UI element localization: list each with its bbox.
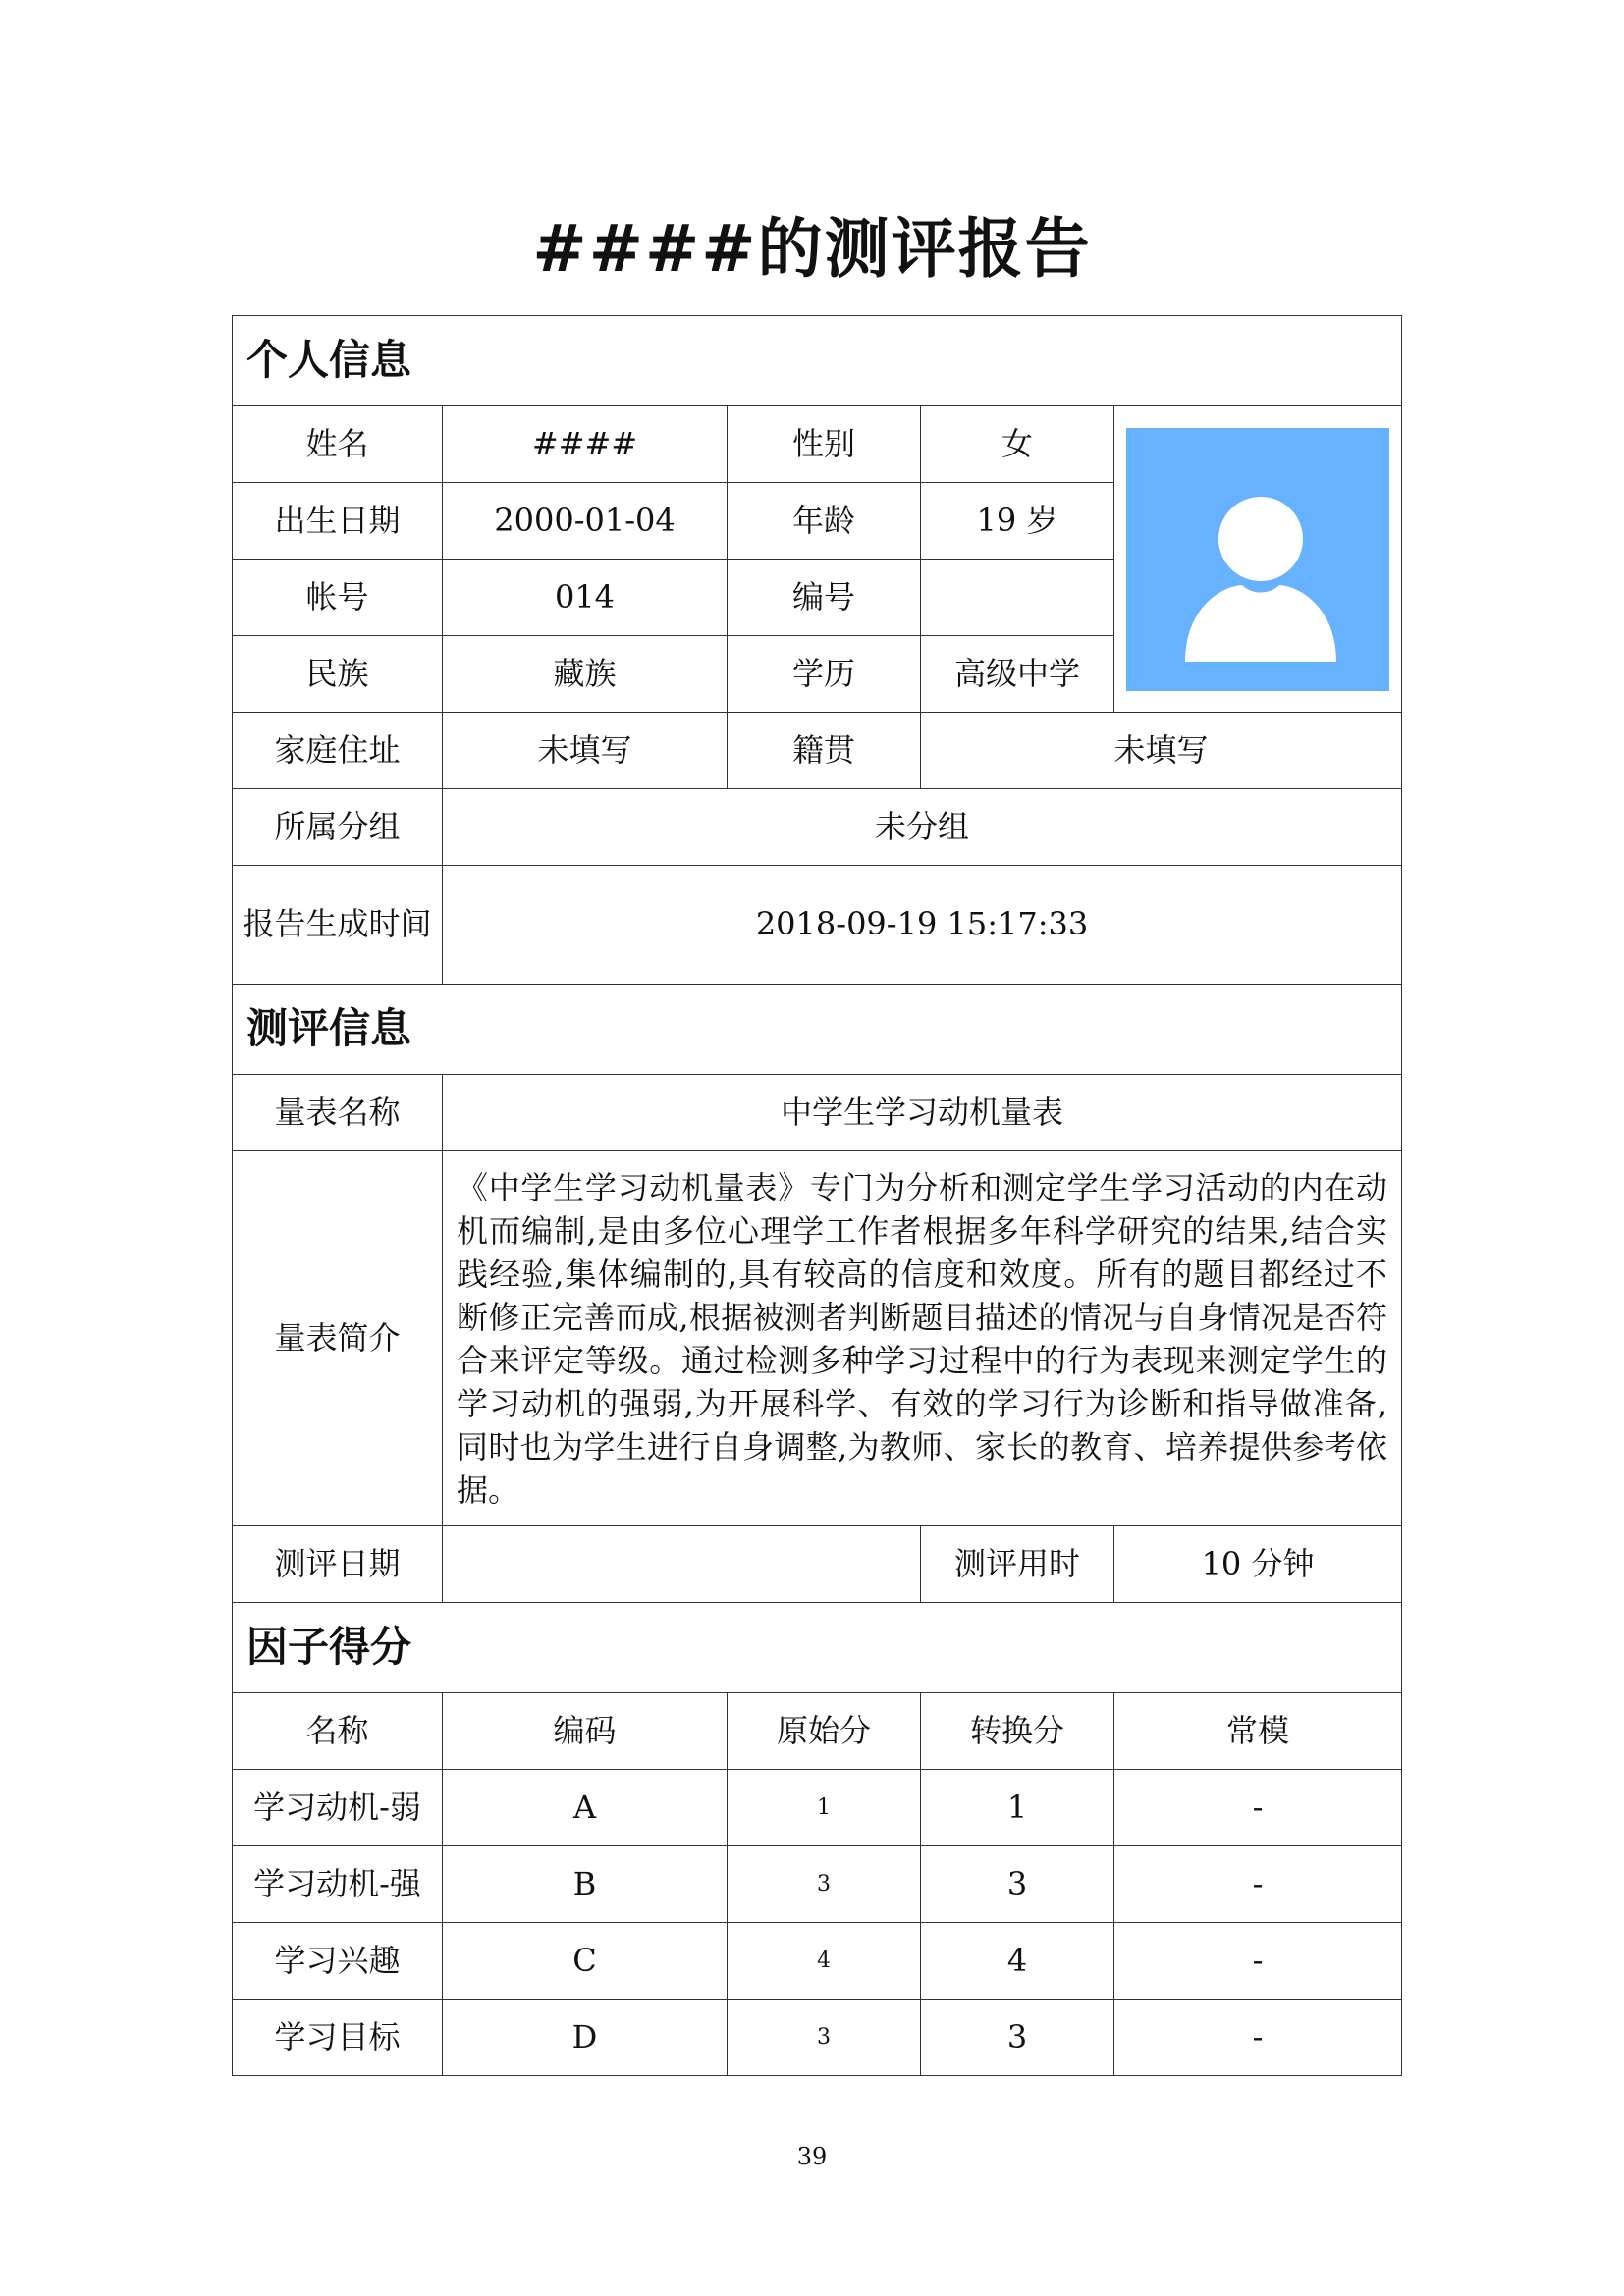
number-label: 编号	[728, 560, 921, 636]
header-name: 名称	[233, 1693, 443, 1770]
account-value: 014	[443, 560, 728, 636]
table-row	[233, 2000, 1402, 2076]
section-assessment-info: 测评信息	[233, 985, 1402, 1075]
education-value: 高级中学	[921, 636, 1114, 713]
report-title: ####的测评报告	[532, 210, 1092, 287]
factor-converted-score: 4	[921, 1923, 1114, 2000]
group-label: 所属分组	[233, 789, 443, 866]
assessment-date-value	[443, 1526, 921, 1603]
factor-name: 学习目标	[233, 2000, 443, 2076]
native-place-value: 未填写	[921, 713, 1402, 789]
factor-norm: -	[1114, 1846, 1402, 1923]
name-value: ####	[443, 406, 728, 483]
ethnicity-label: 民族	[233, 636, 443, 713]
section-factor-scores: 因子得分	[233, 1603, 1402, 1693]
account-label: 帐号	[233, 560, 443, 636]
scale-intro-label: 量表简介	[233, 1151, 443, 1526]
factor-code: C	[443, 1923, 728, 2000]
factor-raw-score: 3	[728, 2000, 921, 2076]
gender-label: 性别	[728, 406, 921, 483]
factor-norm: -	[1114, 2000, 1402, 2076]
number-value	[921, 560, 1114, 636]
factor-code: A	[443, 1770, 728, 1846]
birth-label: 出生日期	[233, 483, 443, 560]
age-label: 年龄	[728, 483, 921, 560]
header-code: 编码	[443, 1693, 728, 1770]
factor-raw-score: 4	[728, 1923, 921, 2000]
assessment-date-label: 测评日期	[233, 1526, 443, 1603]
address-label: 家庭住址	[233, 713, 443, 789]
native-place-label: 籍贯	[728, 713, 921, 789]
scale-name-value: 中学生学习动机量表	[443, 1075, 1402, 1151]
factor-code: D	[443, 2000, 728, 2076]
factor-converted-score: 3	[921, 2000, 1114, 2076]
ethnicity-value: 藏族	[443, 636, 728, 713]
birth-value: 2000-01-04	[443, 483, 728, 560]
gender-value: 女	[921, 406, 1114, 483]
header-converted-score: 转换分	[921, 1693, 1114, 1770]
section-personal-info: 个人信息	[233, 316, 1402, 406]
duration-value: 10 分钟	[1114, 1526, 1402, 1603]
table-row	[233, 1923, 1402, 2000]
table-row	[233, 1846, 1402, 1923]
group-value: 未分组	[443, 789, 1402, 866]
name-label: 姓名	[233, 406, 443, 483]
age-value: 19 岁	[921, 483, 1114, 560]
factor-norm: -	[1114, 1923, 1402, 2000]
address-value: 未填写	[443, 713, 728, 789]
factor-converted-score: 1	[921, 1770, 1114, 1846]
factor-name: 学习动机-弱	[233, 1770, 443, 1846]
factor-raw-score: 3	[728, 1846, 921, 1923]
factor-raw-score: 1	[728, 1770, 921, 1846]
factor-code: B	[443, 1846, 728, 1923]
factor-converted-score: 3	[921, 1846, 1114, 1923]
scale-intro-text: 《中学生学习动机量表》专门为分析和测定学生学习活动的内在动机而编制,是由多位心理学工作者根据多年科学研究的结果,结合实践经验,集体编制的,具有较高的信度和效度。所有的题目都经过不断修正完善而成,根据被测者判断题目描述的情况与自身情况是否符合来评定等级。通过检测多种学习过程中的行为表现来测定学生的学习动机的强弱,为开展科学、有效的学习行为诊断和指导做准备,同时也为学生进行自身调整,为教师、家长的教育、培养提供参考依据。	[443, 1151, 1402, 1526]
factor-norm: -	[1114, 1770, 1402, 1846]
factor-name: 学习动机-强	[233, 1846, 443, 1923]
user-avatar-icon	[1126, 428, 1389, 691]
education-label: 学历	[728, 636, 921, 713]
scale-name-label: 量表名称	[233, 1075, 443, 1151]
page-number: 39	[796, 2143, 828, 2170]
header-norm: 常模	[1114, 1693, 1402, 1770]
report-table	[232, 315, 1402, 2076]
table-row	[233, 1770, 1402, 1846]
avatar	[1114, 406, 1402, 713]
header-raw-score: 原始分	[728, 1693, 921, 1770]
duration-label: 测评用时	[921, 1526, 1114, 1603]
generated-time-value: 2018-09-19 15:17:33	[443, 866, 1402, 985]
generated-time-label: 报告生成时间	[233, 866, 443, 985]
factor-name: 学习兴趣	[233, 1923, 443, 2000]
